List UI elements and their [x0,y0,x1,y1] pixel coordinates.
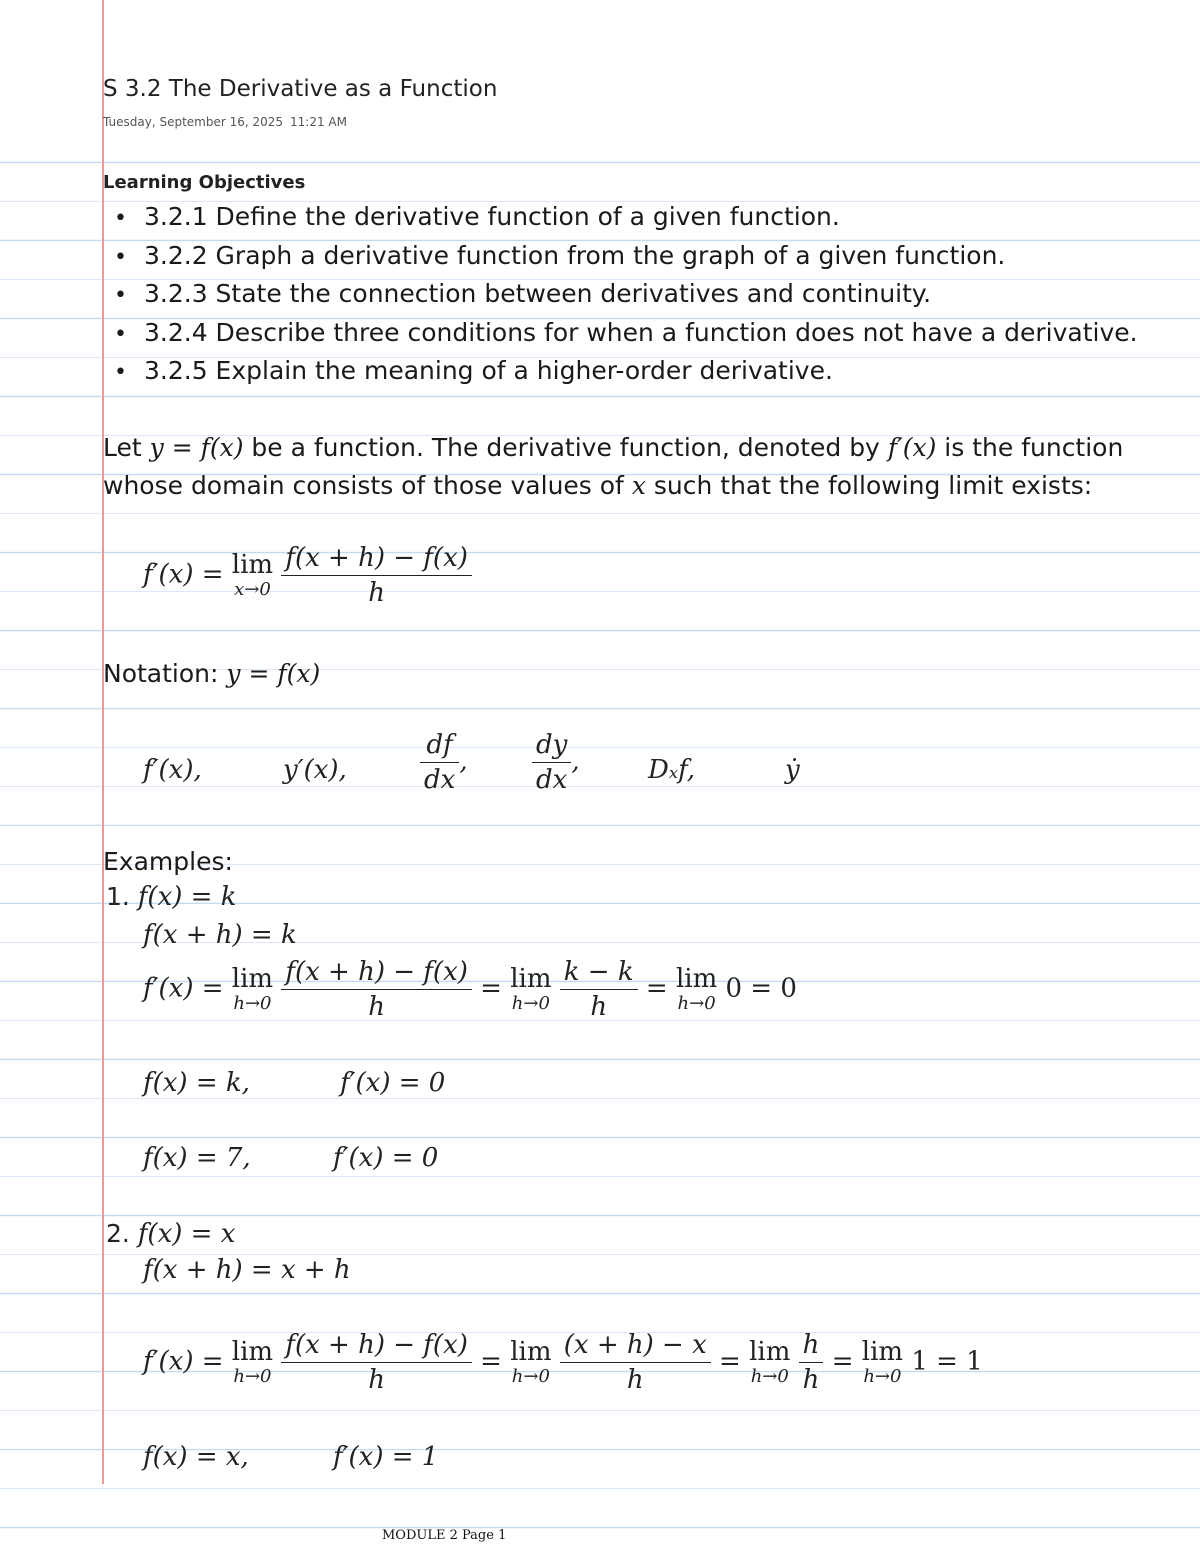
list-item: • 3.2.3 State the connection between derivatives and continuity. [114,275,1138,314]
fraction [281,1330,472,1395]
fraction-denominator: h [368,992,385,1022]
definition-text: be a function. The derivative function, denoted by [243,433,888,462]
notation-label: Notation: [103,659,227,688]
example-math: f(x) = k [137,882,237,912]
fraction-numerator: h [799,1330,824,1363]
separator: , [571,746,580,777]
fraction-denominator: h [802,1365,820,1395]
list-item: • 3.2.1 Define the derivative function of a given function. [114,198,1138,237]
lim-subscript: x→0 [234,578,271,600]
page-time: 11:21 AM [290,115,347,129]
fraction-denominator: h [368,1365,385,1395]
definition-math: y = f(x) [149,433,244,462]
lim-text: lim [861,1337,904,1368]
example-number: 1. [106,882,138,911]
page-footer: MODULE 2 Page 1 [382,1528,507,1543]
example-2-fx [106,1219,235,1249]
lim-subscript: h→0 [511,1365,550,1387]
separator: , [459,746,468,777]
list-item: • 3.2.4 Describe three conditions for when a function does not have a derivative. [114,314,1138,353]
definition-text: whose domain consists of those values of [103,471,632,500]
examples-heading: Examples: [103,847,233,876]
fraction-denominator: h [590,992,608,1022]
equals-sign: = [645,973,668,1004]
fraction [281,957,472,1022]
lim-text: lim [510,1337,552,1368]
example-number: 2. [106,1219,138,1248]
example-2-result-a: f(x) = x, [143,1442,249,1472]
fraction-numerator: dy [532,730,571,763]
definition-formula [143,543,472,608]
notation-form-5: Dₓf, [648,755,696,785]
equals-sign: = [480,1346,502,1377]
fraction-denominator: dx [536,765,568,795]
lim-text: lim [510,964,552,995]
notation-form-3 [420,730,468,795]
definition-line-1 [103,429,1123,467]
definition-text: Let [103,433,150,462]
objectives-list [114,198,1138,391]
limit-operator [510,965,551,1013]
limit-operator [232,551,273,599]
example-1-result-1b: f′(x) = 0 [340,1068,446,1098]
example-1-result-2a: f(x) = 7, [143,1143,251,1173]
fraction-numerator: k − k [560,957,638,990]
limit-operator [676,965,717,1013]
fraction [799,1330,824,1395]
fraction-numerator: f(x + h) − f(x) [281,543,472,576]
lim-subscript: h→0 [511,992,550,1014]
lim-subscript: h→0 [677,992,716,1014]
fraction [532,730,571,795]
lim-text: lim [231,550,274,581]
lim-subscript: h→0 [233,992,272,1014]
example-1-fxh: f(x + h) = k [143,920,297,950]
example-2-result-b: f′(x) = 1 [333,1442,439,1472]
formula-lhs: f′(x) = [143,1346,232,1377]
lim-text: lim [231,964,274,995]
definition-text: is the function [936,433,1124,462]
example-2-derivation [143,1330,983,1395]
equals-sign: = [831,1346,854,1377]
fraction-denominator: dx [424,765,456,795]
lim-text: lim [749,1337,791,1368]
example-1-derivation [143,957,797,1022]
fraction-numerator: f(x + h) − f(x) [281,957,472,990]
list-item: • 3.2.5 Explain the meaning of a higher-order derivative. [114,352,1138,391]
page-title: S 3.2 The Derivative as a Function [103,76,498,102]
fraction-denominator: h [368,578,385,608]
example-1-result-1a: f(x) = k, [143,1068,250,1098]
notation-line [103,655,320,693]
limit-operator [510,1338,551,1386]
formula-lhs: f′(x) = [143,973,232,1004]
formula-tail: 0 = 0 [725,973,797,1004]
page-margin-line [102,0,104,1484]
limit-operator [232,965,273,1013]
lim-text: lim [675,964,718,995]
notation-form-4 [532,730,580,795]
example-2-fxh: f(x + h) = x + h [143,1255,351,1285]
lim-subscript: h→0 [863,1365,902,1387]
formula-tail: 1 = 1 [911,1346,983,1377]
lim-subscript: h→0 [750,1365,789,1387]
fraction-numerator: df [420,730,459,763]
equals-sign: = [719,1346,741,1377]
example-1-fx [106,882,236,912]
notation-form-1: f′(x), [143,755,202,785]
fraction [281,543,472,608]
example-1-result-2b: f′(x) = 0 [333,1143,439,1173]
fraction [560,957,638,1022]
notation-math: y = f(x) [226,659,321,688]
definition-math: f′(x) [887,433,937,462]
limit-operator [232,1338,273,1386]
fraction-denominator: h [626,1365,644,1395]
objectives-heading: Learning Objectives [103,172,306,193]
fraction-numerator: (x + h) − x [560,1330,711,1363]
definition-math: x [631,471,646,500]
fraction [420,730,459,795]
page-date: Tuesday, September 16, 2025 [103,115,284,129]
example-math: f(x) = x [137,1219,236,1249]
notation-form-6: ẏ [785,755,800,785]
limit-operator [862,1338,903,1386]
fraction [560,1330,711,1395]
definition-line-2 [103,467,1092,505]
definition-text: such that the following limit exists: [645,471,1093,500]
equals-sign: = [480,973,502,1004]
list-item: • 3.2.2 Graph a derivative function from the graph of a given function. [114,237,1138,276]
formula-lhs: f′(x) = [143,559,232,590]
fraction-numerator: f(x + h) − f(x) [281,1330,472,1363]
lim-text: lim [231,1337,274,1368]
limit-operator [749,1338,790,1386]
lim-subscript: h→0 [233,1365,272,1387]
notation-form-2: y′(x), [283,755,347,785]
